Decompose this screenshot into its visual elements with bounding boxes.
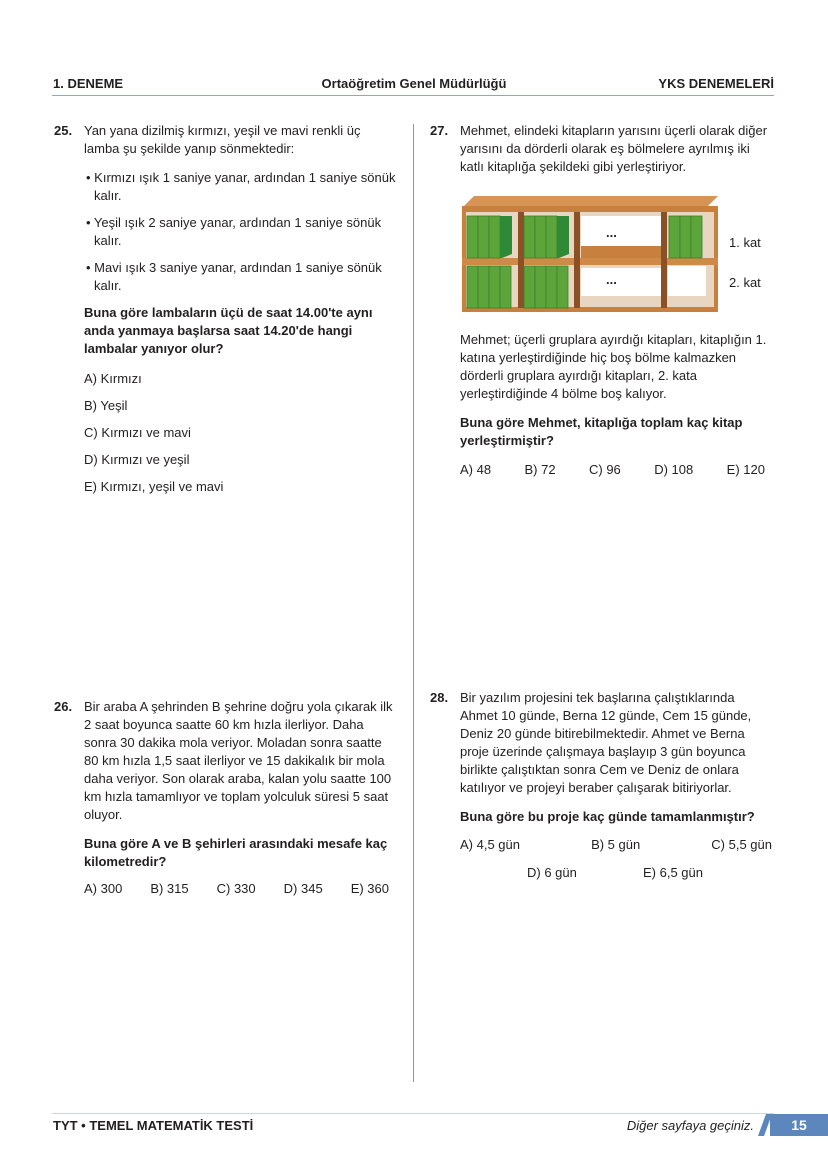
label-floor-1: 1. kat <box>729 235 761 250</box>
question-intro: Bir araba A şehrinden B şehrine doğru yola çıkarak ilk 2 saat boyunca saatte 60 km hızla ilerliyor. Daha sonra 30 dakika mola veriyor. Moladan sonra saatte 80 km hızla 1,5 saat ilerliyor ve 15 dakikalık bir mola daha veriyor. Son olarak araba, kalan yolu saatte 100 km hızla tamamlıyor ve toplam yolculuk süresi 5 saat oluyor. <box>84 699 393 822</box>
option-d[interactable]: D) Kırmızı ve yeşil <box>84 452 190 467</box>
header-center: Ortaöğretim Genel Müdürlüğü <box>321 76 507 91</box>
question-stem: Buna göre Mehmet, kitaplığa toplam kaç kitap yerleştirmiştir? <box>460 415 743 448</box>
footer-next-page: Diğer sayfaya geçiniz. <box>626 1118 754 1133</box>
option-a[interactable]: A) Kırmızı <box>84 371 142 386</box>
question-27 <box>430 122 775 479</box>
question-number: 27. <box>430 123 449 138</box>
question-28 <box>430 689 775 882</box>
question-stem: Buna göre bu proje kaç günde tamamlanmıştır? <box>460 809 755 824</box>
footer-test-name: TYT • TEMEL MATEMATİK TESTİ <box>53 1118 254 1133</box>
option-a[interactable]: A) 48 <box>460 462 492 477</box>
option-c[interactable]: C) 330 <box>216 881 256 896</box>
dots-bottom: ... <box>606 272 617 287</box>
question-26 <box>54 698 399 898</box>
option-b[interactable]: B) 5 gün <box>591 837 641 852</box>
page-number: 15 <box>770 1114 828 1136</box>
option-e[interactable]: E) 6,5 gün <box>643 865 703 880</box>
option-d[interactable]: D) 6 gün <box>527 865 577 880</box>
question-number: 25. <box>54 123 73 138</box>
label-floor-2: 2. kat <box>729 275 761 290</box>
question-number: 28. <box>430 690 449 705</box>
header-divider <box>52 95 774 96</box>
header-left: 1. DENEME <box>53 76 124 91</box>
dots-top: ... <box>606 225 617 240</box>
option-e[interactable]: E) 360 <box>350 881 389 896</box>
question-intro: Mehmet, elindeki kitapların yarısını üçerli olarak diğer yarısını da dörderli olarak eş bölmelere ayrılmış iki katlı kitaplığa şekildeki gibi yerleştiriyor. <box>460 123 768 174</box>
question-stem: Buna göre lambaların üçü de saat 14.00'te aynı anda yanmaya başlarsa saat 14.20'de hangi lambalar yanıyor olur? <box>84 305 373 356</box>
bullet: • Kırmızı ışık 1 saniye yanar, ardından 1 saniye sönük kalır. <box>86 170 396 203</box>
option-b[interactable]: B) 72 <box>524 462 556 477</box>
question-text: Mehmet; üçerli gruplara ayırdığı kitapları, kitaplığın 1. katına yerleştirdiğinde hiç boş bölme kalmazken dörderli gruplara ayırdığı kitapları, 2. kata yerleştirdiğinde 4 bölme boş kalıyor. <box>460 332 767 401</box>
bookshelf-figure <box>456 194 775 314</box>
option-a[interactable]: A) 4,5 gün <box>460 837 520 852</box>
option-e[interactable]: E) Kırmızı, yeşil ve mavi <box>84 479 224 494</box>
question-25 <box>54 122 399 505</box>
option-b[interactable]: B) 315 <box>150 881 189 896</box>
question-intro: Bir yazılım projesini tek başlarına çalıştıklarında Ahmet 10 günde, Berna 12 günde, Cem 15 günde, Deniz 20 günde bitirebilmektedir. Ahmet ve Berna proje üzerinde çalışmaya başlayıp 3 gün boyunca birlikte çalıştıktan sonra Cem ve Deniz de onlara katılıyor ve projeyi beraber çalışarak bitiriyorlar. <box>460 690 752 795</box>
question-number: 26. <box>54 699 73 714</box>
bullet: • Mavi ışık 3 saniye yanar, ardından 1 saniye sönük kalır. <box>86 260 382 293</box>
option-a[interactable]: A) 300 <box>84 881 123 896</box>
option-d[interactable]: D) 345 <box>283 881 323 896</box>
option-b[interactable]: B) Yeşil <box>84 398 128 413</box>
column-divider <box>413 124 414 1082</box>
footer-divider <box>52 1113 774 1114</box>
header-right: YKS DENEMELERİ <box>658 76 774 91</box>
option-c[interactable]: C) Kırmızı ve mavi <box>84 425 191 440</box>
option-c[interactable]: C) 96 <box>589 462 621 477</box>
question-stem: Buna göre A ve B şehirleri arasındaki mesafe kaç kilometredir? <box>84 836 388 869</box>
option-e[interactable]: E) 120 <box>726 462 765 477</box>
option-c[interactable]: C) 5,5 gün <box>711 837 772 852</box>
bookshelf-illustration <box>456 194 776 314</box>
option-d[interactable]: D) 108 <box>654 462 694 477</box>
bullet: • Yeşil ışık 2 saniye yanar, ardından 1 saniye sönük kalır. <box>86 215 382 248</box>
question-intro: Yan yana dizilmiş kırmızı, yeşil ve mavi renkli üç lamba şu şekilde yanıp sönmektedir: <box>84 123 361 156</box>
